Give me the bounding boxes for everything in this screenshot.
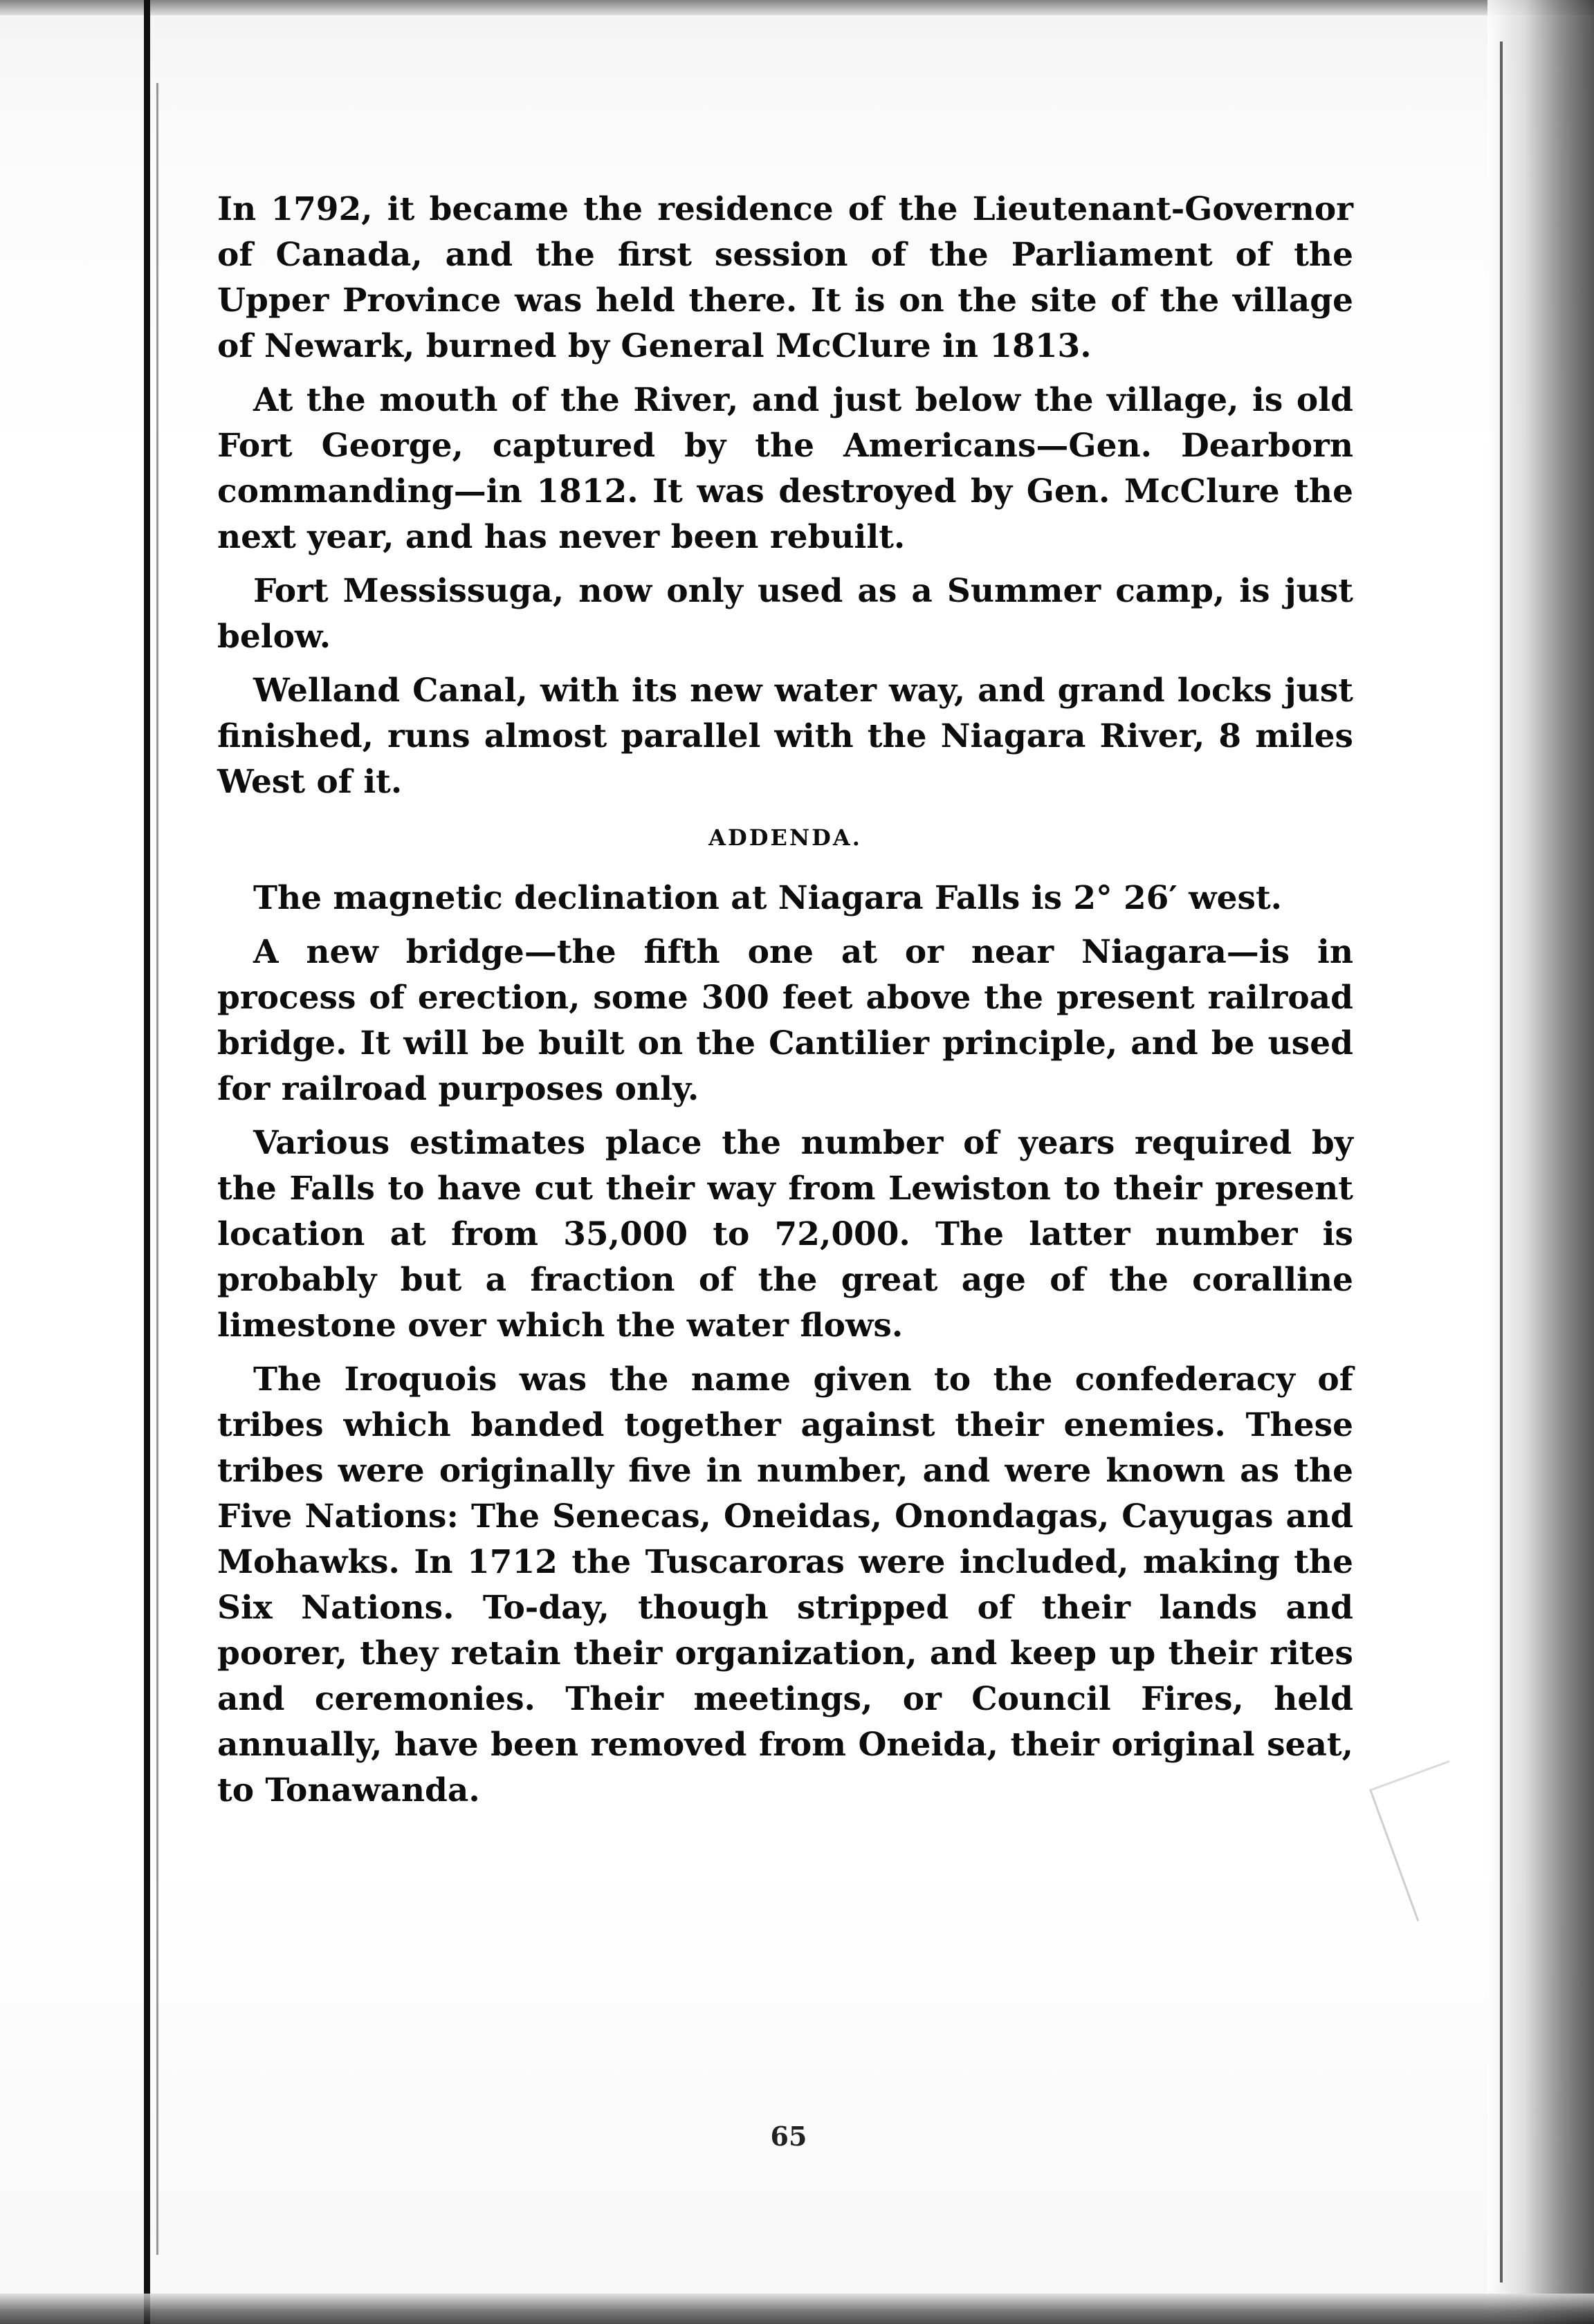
page-number: 65 — [770, 2121, 807, 2152]
left-binding-edge — [144, 0, 150, 2324]
addenda-heading: ADDENDA. — [708, 824, 862, 851]
paragraph: Fort Messissuga, now only used as a Summer camp, is just below. — [217, 572, 1353, 656]
top-edge-shadow — [0, 0, 1594, 15]
addenda-paragraph: A new bridge—the fifth one at or near Niagara—is in process of erection, some 300 feet above the present railroad bridge. It will be built on the Cantilier principle, and be used for railroad purposes only. — [217, 933, 1353, 1108]
bottom-edge-shadow — [0, 2294, 1594, 2324]
paragraph: Welland Canal, with its new water way, and grand locks just finished, runs almost parallel with the Niagara River, 8 miles West of it. — [217, 672, 1353, 801]
addenda-paragraph: Various estimates place the number of years required by the Falls to have cut their way from Lewiston to their present location at from 35,000 to 72,000. The latter number is probably but a fraction of the great age of the coralline limestone over which the water flows. — [217, 1124, 1353, 1345]
right-margin-line — [1500, 42, 1503, 2282]
addenda-paragraph: The magnetic declination at Niagara Falls is 2° 26′ west. — [253, 879, 1283, 917]
body-text — [217, 187, 1353, 1822]
left-margin-line — [156, 83, 158, 2255]
paragraph: At the mouth of the River, and just below the village, is old Fort George, captured by the Americans—Gen. Dearborn commanding—in 1812. It was destroyed by Gen. McClure the next year, and has never been rebuilt. — [217, 381, 1353, 556]
addenda-paragraph: The Iroquois was the name given to the confederacy of tribes which banded together against their enemies. These tribes were originally five in number, and were known as the Five Nations: The Senecas, Oneidas, Onondagas, Cayugas and Mohawks. In 1712 the Tuscaroras were included, making the Six Nations. To-day, though stripped of their lands and poorer, they retain their organization, and keep up their rites and ceremonies. Their meetings, or Council Fires, held annually, have been removed from Oneida, their original seat, to Tonawanda. — [217, 1361, 1353, 1809]
right-page-edge — [1487, 0, 1594, 2324]
paragraph: In 1792, it became the residence of the Lieutenant-Governor of Canada, and the first session of the Parliament of the Upper Province was held there. It is on the site of the village of Newark, burned by General McClure in 1813. — [217, 190, 1353, 365]
